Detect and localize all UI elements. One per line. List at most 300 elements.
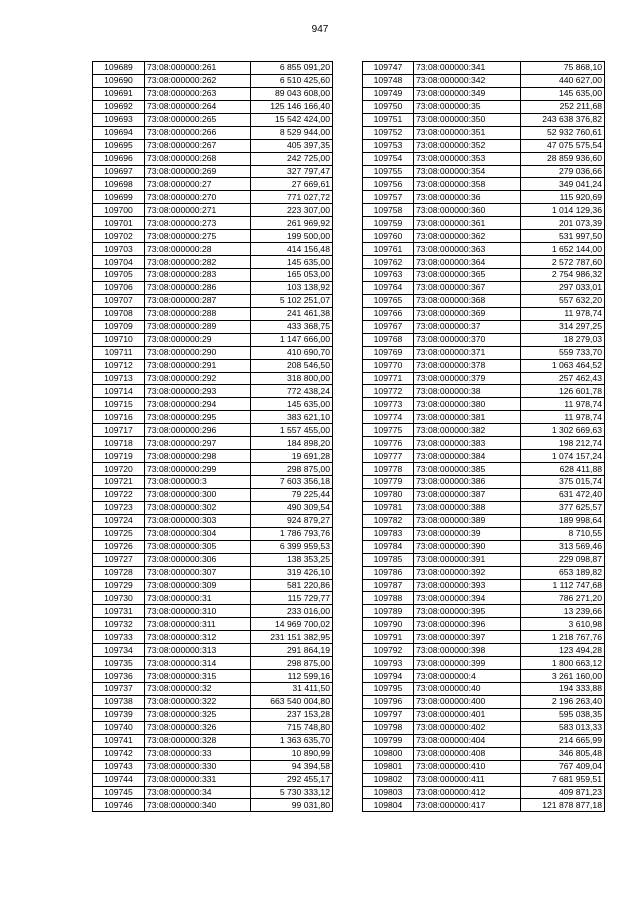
row-number-cell: 109785 [363,553,414,566]
table-row [363,527,605,540]
cadastral-number-cell: 73:08:000000:365 [414,269,521,282]
table-row [93,204,333,217]
row-number-cell: 109714 [93,385,145,398]
right-table [362,61,605,812]
table-row [363,424,605,437]
cadastral-number-cell: 73:08:000000:291 [145,359,251,372]
row-number-cell: 109690 [93,74,145,87]
row-number-cell: 109720 [93,463,145,476]
cadastral-number-cell: 73:08:000000:388 [414,501,521,514]
row-number-cell: 109738 [93,695,145,708]
value-cell: 410 690,70 [251,346,333,359]
table-row [93,476,333,489]
value-cell: 557 632,20 [521,294,605,307]
row-number-cell: 109787 [363,579,414,592]
cadastral-number-cell: 73:08:000000:397 [414,631,521,644]
value-cell: 237 153,28 [251,708,333,721]
row-number-cell: 109732 [93,618,145,631]
table-row [93,62,333,75]
table-row [363,294,605,307]
cadastral-number-cell: 73:08:000000:400 [414,695,521,708]
cadastral-number-cell: 73:08:000000:286 [145,281,251,294]
table-row [363,450,605,463]
value-cell: 184 898,20 [251,437,333,450]
value-cell: 924 879,27 [251,514,333,527]
table-row [363,243,605,256]
row-number-cell: 109713 [93,372,145,385]
cadastral-number-cell: 73:08:000000:275 [145,230,251,243]
value-cell: 199 500,00 [251,230,333,243]
value-cell: 243 638 376,82 [521,113,605,126]
cadastral-number-cell: 73:08:000000:349 [414,87,521,100]
cadastral-number-cell: 73:08:000000:380 [414,398,521,411]
cadastral-number-cell: 73:08:000000:3 [145,476,251,489]
value-cell: 581 220,86 [251,579,333,592]
value-cell: 31 411,50 [251,683,333,696]
cadastral-number-cell: 73:08:000000:29 [145,333,251,346]
value-cell: 583 013,33 [521,721,605,734]
row-number-cell: 109719 [93,450,145,463]
cadastral-number-cell: 73:08:000000:352 [414,139,521,152]
page-number: 947 [311,24,329,35]
row-number-cell: 109779 [363,476,414,489]
row-number-cell: 109741 [93,734,145,747]
row-number-cell: 109746 [93,799,145,812]
value-cell: 214 665,99 [521,734,605,747]
table-row [363,269,605,282]
value-cell: 5 730 333,12 [251,786,333,799]
value-cell: 319 426,10 [251,566,333,579]
table-row [363,592,605,605]
value-cell: 79 225,44 [251,488,333,501]
row-number-cell: 109761 [363,243,414,256]
right-table-body [363,62,605,812]
value-cell: 383 621,10 [251,411,333,424]
value-cell: 6 510 425,60 [251,74,333,87]
value-cell: 6 855 091,20 [251,62,333,75]
value-cell: 1 063 464,52 [521,359,605,372]
table-row [363,786,605,799]
value-cell: 10 890,99 [251,747,333,760]
table-row [363,281,605,294]
row-number-cell: 109800 [363,747,414,760]
table-row [93,152,333,165]
cadastral-number-cell: 73:08:000000:383 [414,437,521,450]
table-row [363,346,605,359]
row-number-cell: 109725 [93,527,145,540]
cadastral-number-cell: 73:08:000000:381 [414,411,521,424]
table-row [363,553,605,566]
cadastral-number-cell: 73:08:000000:265 [145,113,251,126]
value-cell: 89 043 608,00 [251,87,333,100]
value-cell: 377 625,57 [521,501,605,514]
row-number-cell: 109700 [93,204,145,217]
value-cell: 346 805,48 [521,747,605,760]
table-row [93,553,333,566]
row-number-cell: 109736 [93,670,145,683]
value-cell: 242 725,00 [251,152,333,165]
row-number-cell: 109760 [363,230,414,243]
row-number-cell: 109689 [93,62,145,75]
value-cell: 103 138,92 [251,281,333,294]
table-row [93,618,333,631]
value-cell: 405 397,35 [251,139,333,152]
table-row [363,799,605,812]
row-number-cell: 109792 [363,644,414,657]
cadastral-number-cell: 73:08:000000:314 [145,657,251,670]
table-row [93,734,333,747]
cadastral-number-cell: 73:08:000000:325 [145,708,251,721]
value-cell: 1 147 666,00 [251,333,333,346]
value-cell: 261 969,92 [251,217,333,230]
cadastral-number-cell: 73:08:000000:386 [414,476,521,489]
row-number-cell: 109776 [363,437,414,450]
cadastral-number-cell: 73:08:000000:378 [414,359,521,372]
table-row [363,747,605,760]
cadastral-number-cell: 73:08:000000:367 [414,281,521,294]
row-number-cell: 109724 [93,514,145,527]
row-number-cell: 109744 [93,773,145,786]
value-cell: 1 363 635,70 [251,734,333,747]
table-row [363,398,605,411]
cadastral-number-cell: 73:08:000000:307 [145,566,251,579]
row-number-cell: 109715 [93,398,145,411]
cadastral-number-cell: 73:08:000000:268 [145,152,251,165]
value-cell: 1 786 793,76 [251,527,333,540]
row-number-cell: 109748 [363,74,414,87]
row-number-cell: 109778 [363,463,414,476]
cadastral-number-cell: 73:08:000000:398 [414,644,521,657]
value-cell: 2 572 787,60 [521,256,605,269]
value-cell: 257 462,43 [521,372,605,385]
value-cell: 1 557 455,00 [251,424,333,437]
row-number-cell: 109693 [93,113,145,126]
value-cell: 123 494,28 [521,644,605,657]
row-number-cell: 109768 [363,333,414,346]
value-cell: 112 599,16 [251,670,333,683]
row-number-cell: 109755 [363,165,414,178]
table-row [93,243,333,256]
row-number-cell: 109697 [93,165,145,178]
cadastral-number-cell: 73:08:000000:287 [145,294,251,307]
table-row [363,476,605,489]
row-number-cell: 109773 [363,398,414,411]
table-row [363,605,605,618]
value-cell: 138 353,25 [251,553,333,566]
cadastral-number-cell: 73:08:000000:354 [414,165,521,178]
value-cell: 252 211,68 [521,100,605,113]
cadastral-number-cell: 73:08:000000:371 [414,346,521,359]
table-row [363,566,605,579]
cadastral-number-cell: 73:08:000000:267 [145,139,251,152]
value-cell: 2 196 263,40 [521,695,605,708]
value-cell: 767 409,04 [521,760,605,773]
cadastral-number-cell: 73:08:000000:37 [414,320,521,333]
table-row [363,579,605,592]
cadastral-number-cell: 73:08:000000:368 [414,294,521,307]
cadastral-number-cell: 73:08:000000:390 [414,540,521,553]
cadastral-number-cell: 73:08:000000:361 [414,217,521,230]
value-cell: 3 261 160,00 [521,670,605,683]
table-row [93,799,333,812]
row-number-cell: 109752 [363,126,414,139]
table-row [93,217,333,230]
value-cell: 75 868,10 [521,62,605,75]
cadastral-number-cell: 73:08:000000:391 [414,553,521,566]
table-row [363,217,605,230]
value-cell: 1 014 129,36 [521,204,605,217]
cadastral-number-cell: 73:08:000000:282 [145,256,251,269]
cadastral-number-cell: 73:08:000000:263 [145,87,251,100]
value-cell: 2 754 986,32 [521,269,605,282]
table-row [93,721,333,734]
row-number-cell: 109698 [93,178,145,191]
cadastral-number-cell: 73:08:000000:310 [145,605,251,618]
value-cell: 1 800 663,12 [521,657,605,670]
row-number-cell: 109705 [93,269,145,282]
value-cell: 7 681 959,51 [521,773,605,786]
table-row [93,463,333,476]
row-number-cell: 109774 [363,411,414,424]
row-number-cell: 109699 [93,191,145,204]
table-row [93,747,333,760]
table-row [93,320,333,333]
cadastral-number-cell: 73:08:000000:32 [145,683,251,696]
row-number-cell: 109795 [363,683,414,696]
value-cell: 126 601,78 [521,385,605,398]
cadastral-number-cell: 73:08:000000:288 [145,307,251,320]
cadastral-number-cell: 73:08:000000:28 [145,243,251,256]
row-number-cell: 109780 [363,488,414,501]
row-number-cell: 109702 [93,230,145,243]
cadastral-number-cell: 73:08:000000:326 [145,721,251,734]
value-cell: 229 098,87 [521,553,605,566]
value-cell: 165 053,00 [251,269,333,282]
value-cell: 314 297,25 [521,320,605,333]
row-number-cell: 109729 [93,579,145,592]
table-row [363,411,605,424]
table-row [93,631,333,644]
value-cell: 6 399 959,53 [251,540,333,553]
cadastral-number-cell: 73:08:000000:342 [414,74,521,87]
table-row [363,191,605,204]
value-cell: 433 368,75 [251,320,333,333]
cadastral-number-cell: 73:08:000000:290 [145,346,251,359]
cadastral-number-cell: 73:08:000000:384 [414,450,521,463]
cadastral-number-cell: 73:08:000000:270 [145,191,251,204]
value-cell: 94 394,58 [251,760,333,773]
row-number-cell: 109726 [93,540,145,553]
row-number-cell: 109695 [93,139,145,152]
cadastral-number-cell: 73:08:000000:396 [414,618,521,631]
value-cell: 5 102 251,07 [251,294,333,307]
value-cell: 653 189,82 [521,566,605,579]
row-number-cell: 109731 [93,605,145,618]
value-cell: 198 212,74 [521,437,605,450]
cadastral-number-cell: 73:08:000000:404 [414,734,521,747]
cadastral-number-cell: 73:08:000000:309 [145,579,251,592]
cadastral-number-cell: 73:08:000000:395 [414,605,521,618]
table-row [363,760,605,773]
table-row [93,307,333,320]
cadastral-number-cell: 73:08:000000:328 [145,734,251,747]
value-cell: 297 033,01 [521,281,605,294]
row-number-cell: 109759 [363,217,414,230]
table-row [93,760,333,773]
table-row [93,708,333,721]
table-row [93,346,333,359]
table-row [363,307,605,320]
table-row [93,139,333,152]
cadastral-number-cell: 73:08:000000:402 [414,721,521,734]
cadastral-number-cell: 73:08:000000:322 [145,695,251,708]
table-row [363,683,605,696]
row-number-cell: 109706 [93,281,145,294]
row-number-cell: 109789 [363,605,414,618]
table-row [93,450,333,463]
cadastral-number-cell: 73:08:000000:297 [145,437,251,450]
cadastral-number-cell: 73:08:000000:264 [145,100,251,113]
row-number-cell: 109781 [363,501,414,514]
value-cell: 99 031,80 [251,799,333,812]
table-row [363,721,605,734]
table-row [93,113,333,126]
value-cell: 145 635,00 [521,87,605,100]
table-row [93,165,333,178]
table-row [93,333,333,346]
cadastral-number-cell: 73:08:000000:364 [414,256,521,269]
row-number-cell: 109734 [93,644,145,657]
value-cell: 194 333,88 [521,683,605,696]
table-row [363,644,605,657]
table-row [93,100,333,113]
value-cell: 115 729,77 [251,592,333,605]
row-number-cell: 109749 [363,87,414,100]
value-cell: 15 542 424,00 [251,113,333,126]
table-row [93,178,333,191]
row-number-cell: 109703 [93,243,145,256]
row-number-cell: 109740 [93,721,145,734]
table-row [93,74,333,87]
table-row [363,204,605,217]
row-number-cell: 109758 [363,204,414,217]
table-row [363,100,605,113]
row-number-cell: 109803 [363,786,414,799]
value-cell: 27 669,61 [251,178,333,191]
value-cell: 14 969 700,02 [251,618,333,631]
cadastral-number-cell: 73:08:000000:266 [145,126,251,139]
row-number-cell: 109730 [93,592,145,605]
row-number-cell: 109804 [363,799,414,812]
table-row [363,87,605,100]
row-number-cell: 109691 [93,87,145,100]
cadastral-number-cell: 73:08:000000:313 [145,644,251,657]
value-cell: 8 529 944,00 [251,126,333,139]
cadastral-number-cell: 73:08:000000:303 [145,514,251,527]
row-number-cell: 109796 [363,695,414,708]
cadastral-number-cell: 73:08:000000:358 [414,178,521,191]
row-number-cell: 109727 [93,553,145,566]
row-number-cell: 109786 [363,566,414,579]
cadastral-number-cell: 73:08:000000:27 [145,178,251,191]
cadastral-number-cell: 73:08:000000:292 [145,372,251,385]
cadastral-number-cell: 73:08:000000:369 [414,307,521,320]
table-row [363,385,605,398]
value-cell: 631 472,40 [521,488,605,501]
cadastral-number-cell: 73:08:000000:299 [145,463,251,476]
row-number-cell: 109718 [93,437,145,450]
cadastral-number-cell: 73:08:000000:39 [414,527,521,540]
value-cell: 11 978,74 [521,398,605,411]
value-cell: 1 652 144,00 [521,243,605,256]
row-number-cell: 109764 [363,281,414,294]
table-row [363,359,605,372]
value-cell: 715 748,80 [251,721,333,734]
value-cell: 115 920,69 [521,191,605,204]
table-row [93,695,333,708]
value-cell: 1 074 157,24 [521,450,605,463]
table-row [363,670,605,683]
cadastral-number-cell: 73:08:000000:411 [414,773,521,786]
cadastral-number-cell: 73:08:000000:417 [414,799,521,812]
value-cell: 8 710,55 [521,527,605,540]
value-cell: 231 151 382,95 [251,631,333,644]
row-number-cell: 109763 [363,269,414,282]
left-table-body [93,62,333,812]
table-row [93,437,333,450]
row-number-cell: 109743 [93,760,145,773]
cadastral-number-cell: 73:08:000000:392 [414,566,521,579]
value-cell: 1 302 669,63 [521,424,605,437]
table-row [93,385,333,398]
table-row [93,424,333,437]
cadastral-number-cell: 73:08:000000:412 [414,786,521,799]
cadastral-number-cell: 73:08:000000:385 [414,463,521,476]
value-cell: 786 271,20 [521,592,605,605]
cadastral-number-cell: 73:08:000000:401 [414,708,521,721]
value-cell: 298 875,00 [251,657,333,670]
cadastral-number-cell: 73:08:000000:271 [145,204,251,217]
table-row [363,230,605,243]
table-row [93,230,333,243]
table-row [93,126,333,139]
cadastral-number-cell: 73:08:000000:311 [145,618,251,631]
table-row [93,359,333,372]
value-cell: 772 438,24 [251,385,333,398]
cadastral-number-cell: 73:08:000000:269 [145,165,251,178]
row-number-cell: 109716 [93,411,145,424]
cadastral-number-cell: 73:08:000000:379 [414,372,521,385]
row-number-cell: 109793 [363,657,414,670]
row-number-cell: 109765 [363,294,414,307]
table-row [363,773,605,786]
row-number-cell: 109704 [93,256,145,269]
value-cell: 595 038,35 [521,708,605,721]
cadastral-number-cell: 73:08:000000:362 [414,230,521,243]
value-cell: 223 307,00 [251,204,333,217]
value-cell: 28 859 936,60 [521,152,605,165]
value-cell: 531 997,50 [521,230,605,243]
value-cell: 7 603 356,18 [251,476,333,489]
table-row [363,437,605,450]
row-number-cell: 109769 [363,346,414,359]
table-row [93,514,333,527]
table-row [93,579,333,592]
table-row [93,592,333,605]
row-number-cell: 109709 [93,320,145,333]
cadastral-number-cell: 73:08:000000:410 [414,760,521,773]
cadastral-number-cell: 73:08:000000:273 [145,217,251,230]
